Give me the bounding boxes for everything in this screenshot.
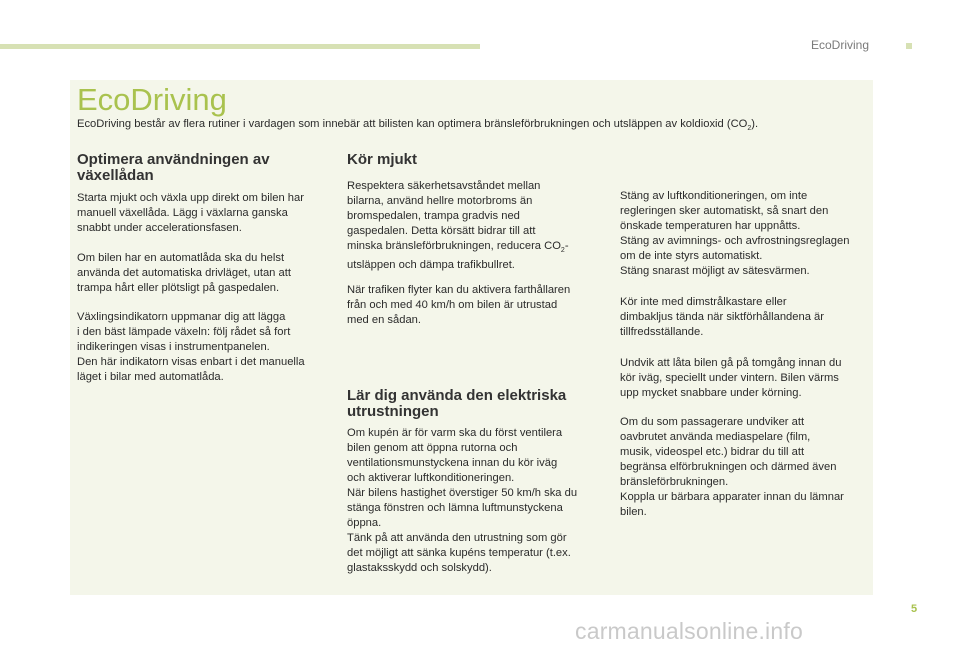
electrical-equipment-paragraph: Om kupén är för varm ska du först ventilera bilen genom att öppna rutorna och ventilationsmunstyckena innan du kör iväg och aktiverar luftkonditioneringen. När bilens hastighet överstiger 50 km/h ska du stänga fönstren och lämna luftmunstyckena öppna. Tänk på att använda den utrustning som gör det möjligt att sänka kupéns temperatur (t.ex. glastaksskydd och solskydd). [347, 427, 578, 574]
intro-text-end: ). [751, 118, 759, 130]
drive-smoothly-text: Respektera säkerhetsavståndet mellan bilarna, använd hellre motorbroms än bromspedalen, trampa gradvis ned gaspedalen. Detta körsätt bidrar till att minska bränsleförbrukningen, reducera CO [347, 180, 561, 252]
header-square-marker [906, 43, 912, 49]
drive-smoothly-text-end: - utsläppen och dämpa trafikbullret. [347, 240, 569, 272]
gearbox-heading: Optimera användningen av växellådan [77, 151, 270, 184]
intro-text [77, 117, 877, 136]
gearbox-paragraph-2: Om bilen har en automatlåda ska du helst använda det automatiska drivläget, utan att trampa hårt eller plötsligt på gaspedalen. [77, 252, 291, 294]
page-number: 5 [911, 603, 918, 615]
intro-text-main: EcoDriving består av flera rutiner i vardagen som innebär att bilisten kan optimera bränsleförbrukningen och utsläppen av koldioxid (CO [77, 118, 748, 130]
drive-smoothly-paragraph-2: När trafiken flyter kan du aktivera farthållaren från och med 40 km/h om bilen är utrustad med en sådan. [347, 284, 571, 326]
idling-paragraph: Undvik att låta bilen gå på tomgång innan du kör iväg, speciellt under vintern. Bilen värms upp mycket snabbare under körning. [620, 357, 842, 399]
section-header-label: EcoDriving [811, 38, 870, 52]
co2-subscript: 2 [560, 247, 565, 255]
electrical-equipment-heading: Lär dig använda den elektriska utrustningen [347, 387, 567, 420]
header-accent-bar [0, 44, 480, 49]
fog-lights-paragraph: Kör inte med dimstrålkastare eller dimbakljus tända när siktförhållandena är tillfredsställande. [620, 296, 824, 338]
drive-smoothly-heading: Kör mjukt [347, 151, 418, 168]
gearbox-paragraph-3: Växlingsindikatorn uppmanar dig att lägga i den bäst lämpade växeln: följ rådet så fort indikeringen visas i instrumentpanelen. Den här indikatorn visas enbart i det manuella läget i bilar med automatlåda. [77, 311, 305, 383]
gearbox-paragraph-1: Starta mjukt och växla upp direkt om bilen har manuell växellåda. Lägg i växlarna ganska snabbt under accelerationsfasen. [77, 192, 304, 234]
passenger-media-paragraph: Om du som passagerare undviker att oavbrutet använda mediaspelare (film, musik, videospel etc.) bidrar du till att begränsa elförbrukningen och därmed även bränsleförbrukningen. Koppla ur bärbara apparater innan du lämnar bilen. [620, 416, 844, 518]
drive-smoothly-paragraph-1 [347, 179, 569, 273]
intro-subscript: 2 [747, 125, 752, 133]
watermark: carmanualsonline.info [575, 618, 803, 644]
page-title: EcoDriving [77, 82, 227, 117]
ac-paragraph: Stäng av luftkonditioneringen, om inte regleringen sker automatiskt, så snart den önskade temperaturen har uppnåtts. Stäng av avimnings- och avfrostningsreglagen om de inte styrs automatiskt. Stäng snarast möjligt av sätesvärmen. [620, 190, 850, 277]
